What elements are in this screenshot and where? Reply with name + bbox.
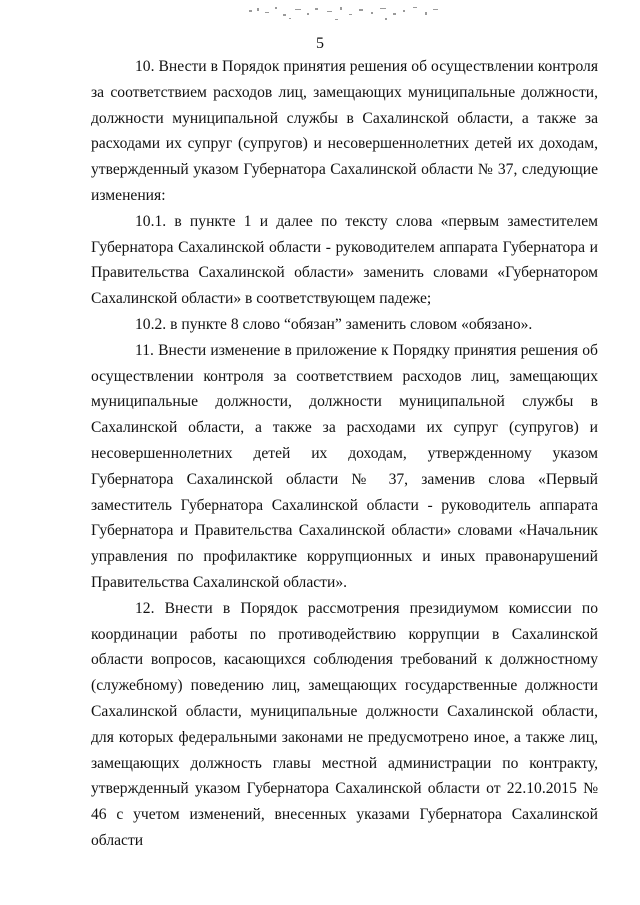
paragraph-10: 10. Внести в Порядок принятия решения об осуществлении контроля за соответствием расходов лиц, замещающих муниципальные должности, должности муниципальной службы в Сахалинской области, а также за расходами их супруг (супругов) и несовершеннолетних детей их доходам, утвержденный указом Губернатора Сахалинской области № 37, следующие изменения: — [91, 58, 598, 204]
paragraph-10-2: 10.2. в пункте 8 слово “обязан” заменить словом «обязано». — [135, 315, 533, 333]
paragraph-10-1: 10.1. в пункте 1 и далее по тексту слова «первым заместителем Губернатора Сахалинской области - руководителем аппарата Губернатора и Правительства Сахалинской области» заменить словами «Губернатором Сахалинской области» в соответствующем падеже; — [91, 212, 598, 308]
paragraph-11: 11. Внести изменение в приложение к Порядку принятия решения об осуществлении контроля за соответствием расходов лиц, замещающих муниципальные должности, должности муниципальной службы в Сахалинской области, а также за расходами их супруг (супругов) и несовершеннолетних детей их доходам, утвержденному указом Губернатора Сахалинской области № 37, заменив слова «Первый заместитель Губернатора Сахалинской области - руководитель аппарата Губернатора и Правительства Сахалинской области» словами «Начальник управления по профилактике коррупционных и иных правонарушений Правительства Сахалинской области». — [91, 341, 598, 591]
paragraph-12: 12. Внести в Порядок рассмотрения президиумом комиссии по координации работы по противодействию коррупции в Сахалинской области вопросов, касающихся соблюдения требований к должностному (служебному) поведению лиц, замещающих государственные должности Сахалинской области, муниципальные должности Сахалинской области, для которых федеральными законами не предусмотрено иное, а также лиц, замещающих должность главы местной администрации по контракту, утвержденный указом Губернатора Сахалинской области от 22.10.2015 № 46 с учетом изменений, внесенных указами Губернатора Сахалинской области — [91, 599, 598, 849]
page-number: 5 — [316, 35, 324, 52]
scan-artifact — [245, 4, 445, 26]
document-body — [91, 54, 598, 854]
